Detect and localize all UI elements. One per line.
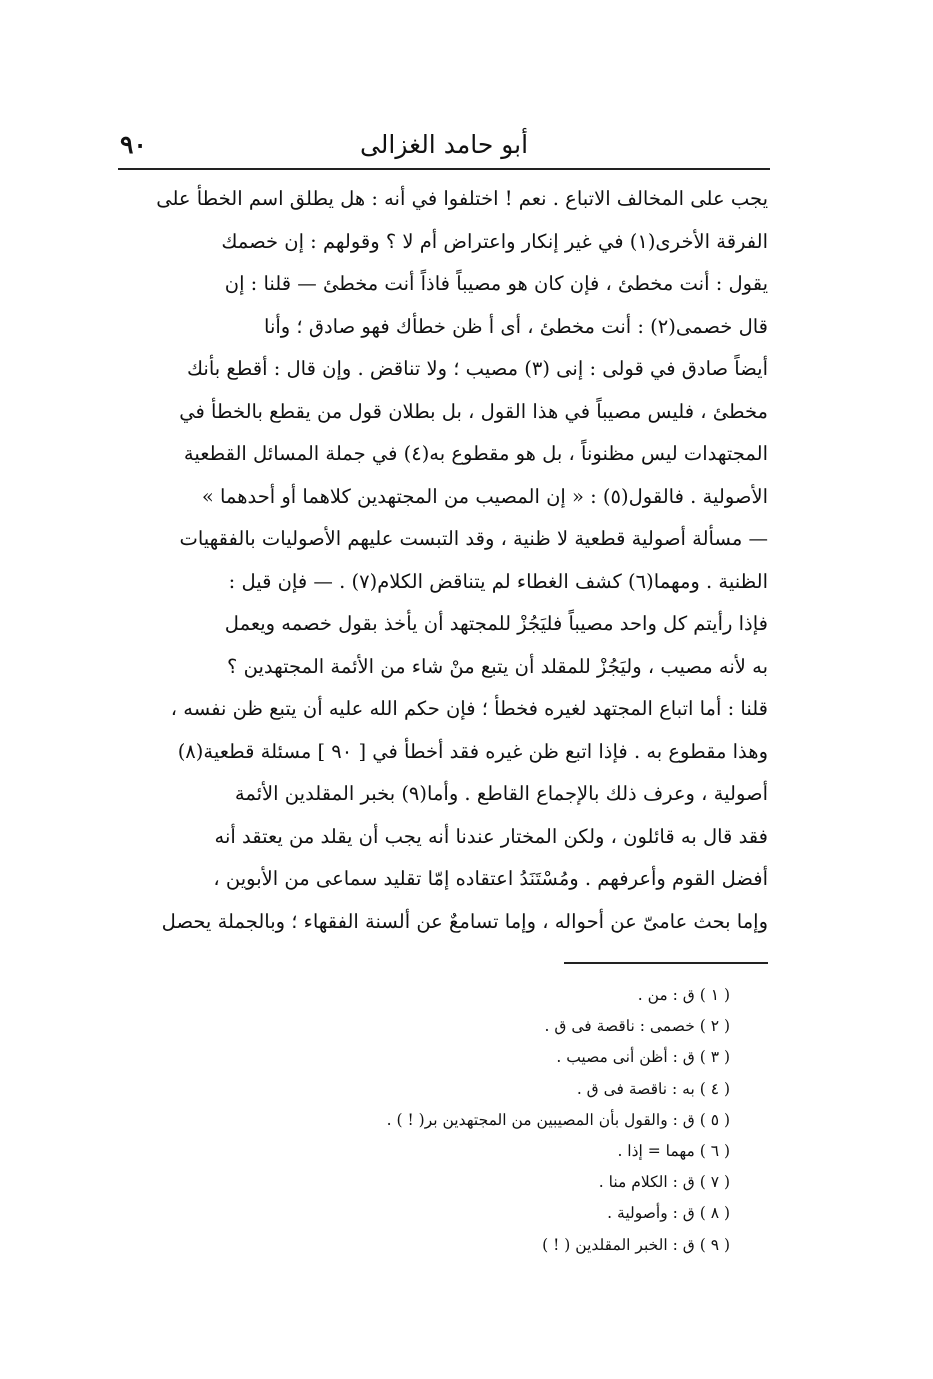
body-line: أيضاً صادق في قولى : إنى (٣) مصيب ؛ ولا تناقض . وإن قال : أقطع بأنك	[186, 357, 768, 380]
footnote: ( ٩ ) ق : الخبر المقلدين ( ! )	[542, 1235, 730, 1254]
footnote: ( ٧ ) ق : الكلام منا .	[598, 1173, 730, 1192]
body-line: أفضل القوم وأعرفهم . ومُسْتَنَدُ اعتقاده إمّا تقليد سماعى من الأبوين ،	[213, 867, 768, 890]
page-number: ٩٠	[120, 130, 147, 159]
body-line: به لأنه مصيب ، وليَجُزْ للمقلد أن يتبع منْ شاء من الأئمة المجتهدين ؟	[227, 654, 768, 678]
running-title: أبو حامد الغزالى	[359, 130, 529, 159]
footnote: ( ٨ ) ق : وأصولية .	[607, 1204, 730, 1223]
body-line: — مسألة أصولية قطعية لا ظنية ، وقد التبست عليهم الأصوليات بالفقهيات	[179, 527, 768, 550]
footnote: ( ١ ) ق : من .	[637, 986, 730, 1004]
footnote: ( ٢ ) خصمى : ناقصة فى ق .	[544, 1017, 730, 1036]
footnote: ( ٦ ) مهما = إذا .	[617, 1141, 730, 1160]
body-line: قلنا : أما اتباع المجتهد لغيره فخطأ ؛ فإن حكم الله عليه أن يتبع ظن نفسه ،	[170, 697, 768, 720]
body-line: الفرقة الأخرى(١) في غير إنكار واعتراض أم لا ؟ وقولهم : إن خصمك	[221, 229, 768, 253]
body-line: وهذا مقطوع به . فإذا اتبع ظن غيره فقد أخطأ في [ ٩٠ ] مسئلة قطعية(٨)	[177, 739, 768, 763]
header-rule	[118, 168, 770, 170]
body-line: أصولية ، وعرف ذلك بالإجماع القاطع . وأما(٩) بخبر المقلدين الأئمة	[234, 782, 768, 805]
body-line: وإما بحث عامىّ عن أحواله ، وإما تسامعٌ عن ألسنة الفقهاء ؛ وبالجملة يحصل	[161, 909, 768, 933]
body-line: قال خصمى(٢) : أنت مخطئ ، أى أ ظن خطأك فهو صادق ؛ وأنا	[264, 314, 768, 338]
footnote: ( ٥ ) ق : والقول بأن المصيبين من المجتهدين بر( ! ) .	[386, 1110, 730, 1129]
footnote: ( ٤ ) به : ناقصة فى ق .	[576, 1079, 730, 1098]
body-text	[120, 178, 768, 943]
footnotes	[260, 980, 730, 1261]
body-line: الأصولية . فالقول(٥) : « إن المصيب من المجتهدين كلاهما أو أحدهما »	[201, 484, 768, 508]
footnote: ( ٣ ) ق : أظن أنى مصيب .	[556, 1048, 730, 1067]
body-line: فقد قال به قائلون ، ولكن المختار عندنا أنه يجب أن يقلد من يعتقد أنه	[214, 824, 768, 848]
body-line: يجب على المخالف الاتباع . نعم ! اختلفوا في أنه : هل يطلق اسم الخطأ على	[156, 187, 768, 210]
body-line: المجتهدات ليس مظنوناً ، بل هو مقطوع به(٤) في جملة المسائل القطعية	[183, 442, 768, 465]
body-line: فإذا رأيتم كل واحد مصيباً فليَجُزْ للمجتهد أن يأخذ بقول خصمه ويعمل	[224, 612, 768, 635]
body-line: مخطئ ، فليس مصيباً في هذا القول ، بل بطلان قول من يقطع بالخطأ في	[179, 399, 768, 423]
page-header	[120, 118, 768, 166]
body-line: الظنية . ومهما(٦) كشف الغطاء لم يتناقض الكلام(٧) . — فإن قيل :	[228, 569, 768, 593]
footnote-rule	[564, 962, 768, 964]
body-line: يقول : أنت مخطئ ، فإن كان هو مصيباً فاذاً أنت مخطئ — قلنا : إن	[224, 272, 768, 295]
